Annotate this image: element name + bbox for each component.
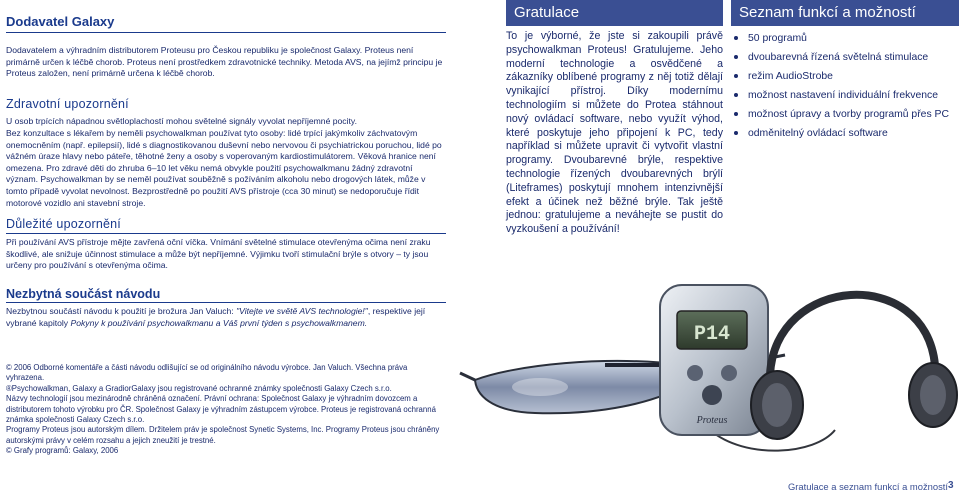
- page-number: 3: [948, 480, 954, 491]
- product-illustration: [455, 255, 959, 465]
- copyright-block: [6, 363, 446, 457]
- bullet-icon: [734, 112, 738, 116]
- distributor-text: Dodavatelem a výhradním distributorem Proteusu pro Českou republiku je společnost Galaxy. Proteus není primárně určen k léčbě chorob. Proteus není prostředkem zdravotnické techniky. Metoda AVS, na jejímž principu je Proteus založen, není primárně určena k léčbě chorob.: [6, 45, 443, 79]
- feature-item: možnost nastavení individuální frekvence: [731, 89, 953, 102]
- gratulace-band: Gratulace: [506, 0, 723, 26]
- important-text: Při používání AVS přístroje mějte zavřená oční víčka. Vnímání světelné stimulace otevřenýma očima není zraku škodlivé, ale snižuje účinnost stimulace a může být nepříjemné. Výjimku tvoří stimulační brýle s otvory – ty jsou určeny pro používání s otevřenýma očima.: [6, 237, 431, 271]
- gratulace-text-block: [506, 30, 723, 237]
- copyright-line: Názvy technologií jsou mezinárodně chráněná označení. Právní ochrana: Společnost Galaxy je výhradním dovozcem a distributorem tohoto výrobku pro ČR. Společnost Galaxy je výhradním zástupcem výrobce. Proteus je registrovaná ochranná známka společnosti Galaxy Czech s.r.o.: [6, 394, 436, 425]
- bullet-icon: [734, 36, 738, 40]
- divider: [6, 233, 446, 234]
- feature-item: 50 programů: [731, 32, 953, 45]
- book-title: "Vitejte ve světě AVS technologie!": [236, 306, 368, 316]
- bullet-icon: [734, 131, 738, 135]
- divider: [6, 32, 446, 33]
- important-heading: Důležité upozornění: [6, 217, 121, 231]
- manual-heading: Nezbytná součást návodu: [6, 287, 161, 301]
- manual-text: Nezbytnou součástí návodu k použití je brožura Jan Valuch: "Vitejte ve světě AVS technologie!", respektive její vybrané kapitoly Pokyny k používání psychowalkmanu a Váš první týden s psychowalkmanem.: [6, 306, 426, 328]
- feature-item: režim AudioStrobe: [731, 70, 953, 83]
- chapters: Pokyny k používání psychowalkmanu a Váš první týden s psychowalkmanem.: [70, 317, 368, 328]
- copyright-line: Programy Proteus jsou autorským dílem. Držitelem práv je společnost Synetic Systems, Inc. Programy Proteus jsou chráněny autorskými právy v celém rozsahu a jejich zneužití je trestné.: [6, 425, 440, 445]
- copyright-line: © 2006 Odborné komentáře a části návodu odlišující se od originálního návodu výrobce. Jan Valuch. Všechna práva vyhrazena.: [6, 363, 408, 383]
- health-text-2: Bez konzultace s lékařem by neměli psychowalkman používat tyto osoby: lidé trpící jakýmkoliv záchvatovým onemocněním (např. epilepsií), lidé s diagnostikovanou duševní nebo nervovou či psychiatrickou poruchou, lidé po vážném úraze hlavy nebo páteře, těhotné ženy a osoby s voperovaným kardiostimulátorem. Věková hranice není omezena. Pro zdravé děti do zhruba 6–10 let věku nemá obvykle použití psychowalkmanu žádný zdravotní význam. Psychowalkman by se neměl používat souběžně s požíváním alkoholu nebo drogových látek, může v tomto případě vyvolat nevolnost. Bezprostředně po použití AVS přístroje (cca 30 minut) se nedoporučuje řídit motorové vozidlo ani stavební stroje.: [6, 128, 442, 208]
- bullet-icon: [734, 93, 738, 97]
- health-text-1: U osob trpících nápadnou světloplachostí mohou světelné signály vyvolat nepříjemné pocity.: [6, 116, 357, 126]
- features-band: Seznam funkcí a možností: [731, 0, 959, 26]
- health-heading: Zdravotní upozornění: [6, 97, 129, 111]
- bullet-icon: [734, 55, 738, 59]
- divider: [6, 302, 446, 303]
- copyright-line: ®Psychowalkman, Galaxy a GradiorGalaxy jsou registrované ochranné známky společnosti Galaxy Czech s.r.o.: [6, 383, 392, 393]
- feature-item: možnost úpravy a tvorby programů přes PC: [731, 108, 953, 121]
- device-display: P14: [693, 323, 731, 346]
- footer-label: Gratulace a seznam funkcí a možností: [788, 481, 948, 492]
- headphones: [751, 295, 957, 439]
- feature-item: dvoubarevná řízená světelná stimulace: [731, 51, 953, 64]
- copyright-line: © Grafy programů: Galaxy, 2006: [6, 446, 119, 456]
- distributor-heading: Dodavatel Galaxy: [6, 14, 115, 29]
- feature-item: odměnitelný ovládací software: [731, 127, 953, 140]
- bullet-icon: [734, 74, 738, 78]
- gratulace-text: To je výborné, že jste si zakoupili právě psychowalkman Proteus! Gratulujeme. Jeho moderní technologie a osvědčené a zákazníky oblíbené programy z něj totiž dělají vynikající přístroj. Díky modernímu technologiím si můžete do Protea stáhnout nový ovládací software, nebo využít výhod, které poskytuje jeho připojení k PC, tedy například si můžete upravit či vytvořit vlastní programy. Dvoubarevné brýle, respektive technologie řízených dvoubarevných brýlí (Liteframes) poskytují mnohem intenzivnější efekt a účinek než běžné brýle. Tak ještě jednou: gratulujeme a neváhejte se pustit do vyzkoušení a používání!: [506, 30, 723, 236]
- device-brand: Proteus: [696, 415, 728, 426]
- feature-list: [731, 32, 953, 146]
